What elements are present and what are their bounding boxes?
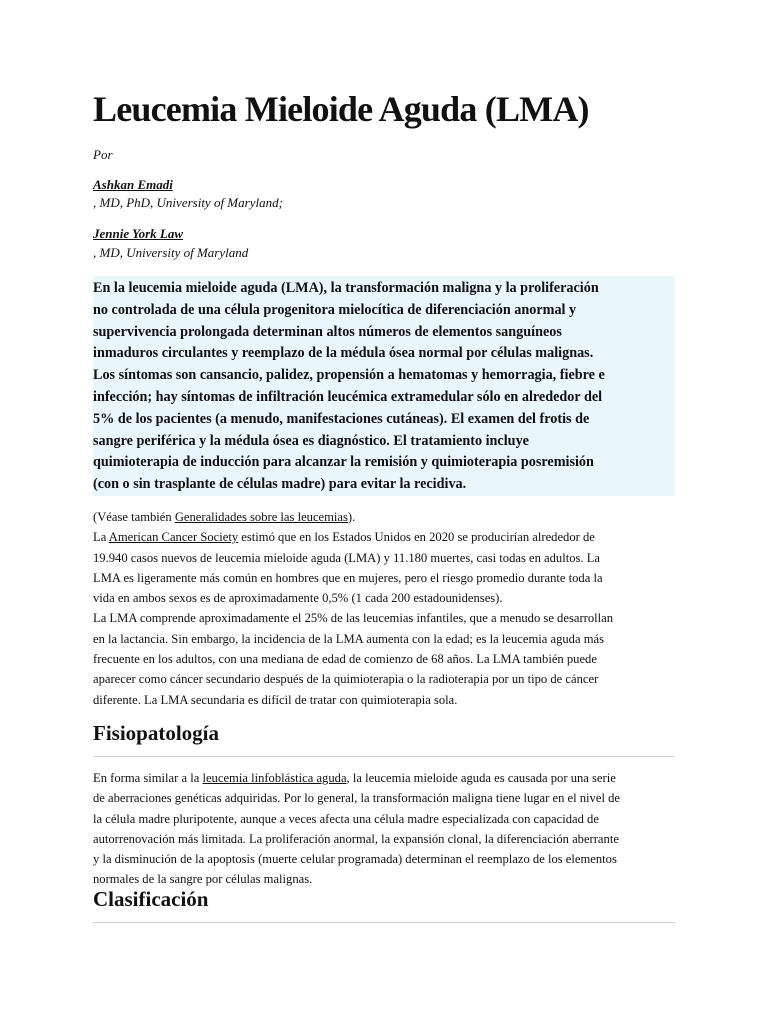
summary-line: no controlada de una célula progenitora mielocítica de diferenciación anormal y (93, 301, 577, 318)
paragraph-line: autorrenovación más limitada. La proliferación anormal, la expansión clonal, la diferenciación aberrante (93, 831, 619, 846)
paragraph-line: normales de la sangre por células malignas. (93, 872, 313, 887)
section-divider (93, 922, 675, 923)
summary-line: 5% de los pacientes (a menudo, manifestaciones cutáneas). El examen del frotis de (93, 410, 590, 427)
paragraph-line: frecuente en los adultos, con una mediana de edad de comienzo de 68 años. La LMA también puede (93, 652, 597, 667)
see-also-suffix: ). (347, 510, 356, 524)
paragraph-line: aparecer como cáncer secundario después de la quimioterapia o la radioterapia por un tipo de cáncer (93, 672, 599, 687)
author-1-affiliation: , MD, PhD, University of Maryland; (93, 195, 283, 210)
section-heading-fisiopatologia: Fisiopatología (93, 721, 220, 745)
paragraph-line: vida en ambos sexos es de aproximadamente 0,5% (1 cada 200 estadounidenses). (93, 591, 503, 606)
author-2-link[interactable]: Jennie York Law (93, 226, 184, 241)
paragraph-line: en la lactancia. Sin embargo, la incidencia de la LMA aumenta con la edad; es la leucemia aguda más (93, 631, 605, 646)
byline-por: Por (93, 147, 113, 162)
acs-suffix: estimó que en los Estados Unidos en 2020 se producirían alrededor de (238, 530, 595, 545)
summary-line: inmaduros circulantes y reemplazo de la médula ósea normal por células malignas. (93, 345, 594, 362)
summary-line: quimioterapia de inducción para alcanzar la remisión y quimioterapia posremisión (93, 454, 594, 471)
paragraph-line: de aberraciones genéticas adquiridas. Por lo general, la transformación maligna tiene lugar en el nivel de (93, 791, 620, 806)
american-cancer-society-link[interactable]: American Cancer Society (108, 530, 239, 545)
author-1 (93, 176, 173, 194)
summary-line: (con o sin trasplante de células madre) para evitar la recidiva. (93, 476, 467, 493)
summary-line: supervivencia prolongada determinan altos números de elementos sanguíneos (93, 323, 562, 340)
page-title: Leucemia Mieloide Aguda (LMA) (93, 89, 589, 129)
intro-paragraph (93, 507, 693, 710)
summary-line: Los síntomas son cansancio, palidez, propensión a hematomas y hemorragia, fiebre e (93, 367, 605, 384)
acs-prefix: La (93, 530, 109, 545)
paragraph-line: la célula madre pluripotente, aunque a veces afecta una célula madre especializada con capacidad de (93, 811, 599, 826)
summary-line: En la leucemia mieloide aguda (LMA), la transformación maligna y la proliferación (93, 280, 599, 296)
leucemias-overview-link[interactable]: Generalidades sobre las leucemias (174, 510, 348, 524)
acs-line (93, 527, 693, 547)
section-heading-clasificacion: Clasificación (93, 887, 209, 911)
summary-box (93, 276, 675, 496)
fisio-paragraph (93, 768, 693, 890)
fisio-prefix: En forma similar a la (93, 771, 203, 785)
author-2 (93, 225, 183, 243)
paragraph-line: 19.940 casos nuevos de leucemia mieloide aguda (LMA) y 11.180 muertes, casi todas en adultos. La (93, 550, 600, 565)
author-1-link[interactable]: Ashkan Emadi (93, 177, 173, 192)
fisio-first-line (93, 768, 693, 788)
section-divider (93, 756, 675, 757)
author-2-affiliation: , MD, University of Maryland (93, 245, 249, 260)
fisio-suffix: , la leucemia mieloide aguda es causada por una serie (346, 771, 616, 785)
paragraph-line: LMA es ligeramente más común en hombres que en mujeres, pero el riesgo promedio durante toda la (93, 570, 603, 585)
summary-line: sangre periférica y la médula ósea es diagnóstico. El tratamiento incluye (93, 432, 529, 449)
see-also-line (93, 507, 693, 527)
leucemia-linfoblastica-link[interactable]: leucemia linfoblástica aguda (202, 771, 347, 785)
paragraph-line: y la disminución de la apoptosis (muerte celular programada) determinan el reemplazo de los elementos (93, 852, 617, 867)
see-also-prefix: (Véase también (93, 510, 175, 524)
paragraph-line: La LMA comprende aproximadamente el 25% de las leucemias infantiles, que a menudo se desarrollan (93, 611, 614, 626)
summary-line: infección; hay síntomas de infiltración leucémica extramedular sólo en alrededor del (93, 388, 603, 405)
paragraph-line: diferente. La LMA secundaria es difícil de tratar con quimioterapia sola. (93, 692, 458, 707)
